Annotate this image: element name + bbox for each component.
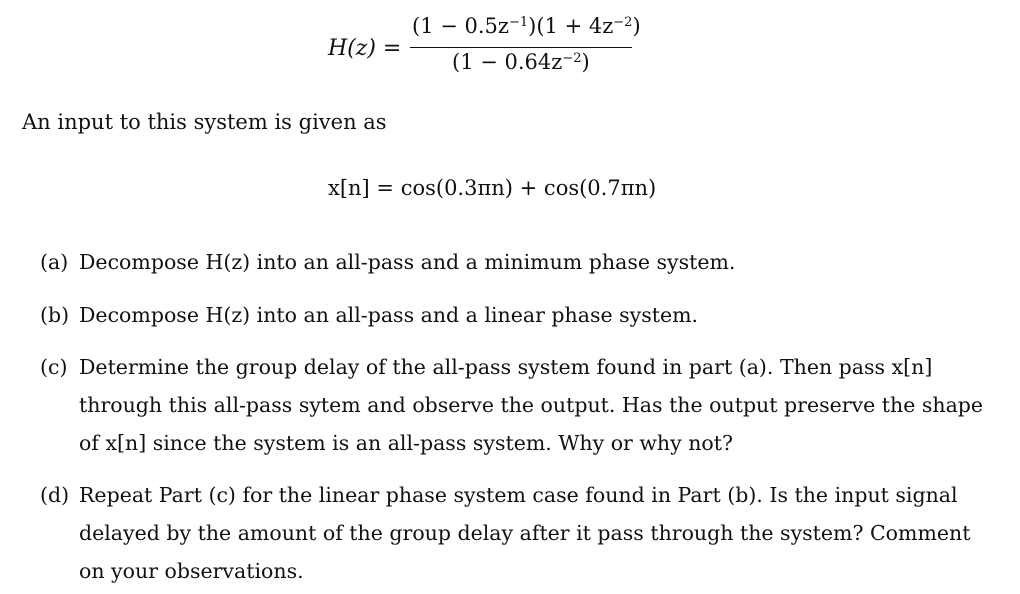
part-b-line: Decompose H(z) into an all-pass and a linear phase system. xyxy=(79,303,699,327)
equation-denominator xyxy=(452,50,590,74)
numerator-part-2: )(1 + 4z xyxy=(528,14,614,38)
part-d-text xyxy=(79,476,971,590)
part-d-line: Repeat Part (c) for the linear phase system case found in Part (b). Is the input signal xyxy=(79,483,958,507)
equation-numerator xyxy=(412,14,641,38)
part-c-line: through this all-pass sytem and observe the output. Has the output preserve the shape xyxy=(79,393,984,417)
fraction-bar xyxy=(410,47,632,48)
equation-lhs: H(z) = xyxy=(328,36,402,61)
part-a-line: Decompose H(z) into an all-pass and a minimum phase system. xyxy=(79,250,736,274)
part-c-label: (c) xyxy=(40,355,68,379)
part-d-line: on your observations. xyxy=(79,559,304,583)
part-b-label: (b) xyxy=(40,303,70,327)
part-d-line: delayed by the amount of the group delay after it pass through the system? Comment xyxy=(79,521,971,545)
part-a-label: (a) xyxy=(40,250,69,274)
input-signal-equation: x[n] = cos(0.3πn) + cos(0.7πn) xyxy=(328,176,657,200)
intro-text: An input to this system is given as xyxy=(22,110,387,134)
part-c-line: of x[n] since the system is an all-pass system. Why or why not? xyxy=(79,431,733,455)
denominator-part-2: ) xyxy=(581,50,590,74)
numerator-exponent-1: −1 xyxy=(508,14,529,30)
part-d-label: (d) xyxy=(40,483,70,507)
part-c-text xyxy=(79,348,984,462)
part-a-text xyxy=(79,243,954,281)
part-c-line: Determine the group delay of the all-pass system found in part (a). Then pass x[n] xyxy=(79,355,933,379)
part-b-text xyxy=(79,296,954,334)
numerator-exponent-2: −2 xyxy=(613,14,633,30)
numerator-part-3: ) xyxy=(632,14,641,38)
denominator-exponent: −2 xyxy=(562,50,582,66)
denominator-part-1: (1 − 0.64z xyxy=(452,50,563,74)
numerator-part-1: (1 − 0.5z xyxy=(412,14,509,38)
transfer-function-equation xyxy=(328,14,648,84)
